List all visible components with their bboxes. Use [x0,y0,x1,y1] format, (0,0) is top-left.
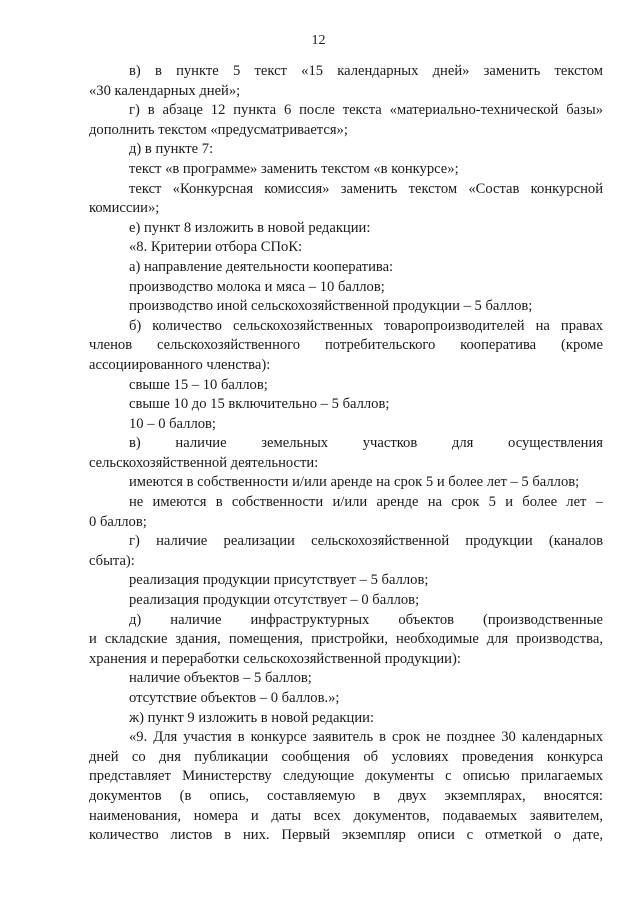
text-line: представляет Министерству следующие документы с описью прилагаемых [89,768,603,785]
text-line: д) в пункте 7: [129,141,214,158]
text-line: ассоциированного членства): [89,356,271,373]
text-line: имеются в собственности и/или аренде на срок 5 и более лет – 5 баллов; [129,474,580,491]
text-line: не имеются в собственности и/или аренде на срок 5 и более лет – [129,494,603,511]
text-line: комиссии»; [89,200,160,217]
text-line: «30 календарных дней»; [89,82,241,99]
text-line: г) в абзаце 12 пункта 6 после текста «материально-технической базы» [129,102,603,119]
text-line: хранения и переработки сельскохозяйственной продукции): [89,650,461,667]
text-line: реализация продукции присутствует – 5 баллов; [129,572,429,589]
text-line: в) наличие земельных участков для осуществления [129,435,603,452]
text-line: г) наличие реализации сельскохозяйственной продукции (каналов [129,533,603,550]
text-line: свыше 15 – 10 баллов; [129,376,268,393]
text-line: сбыта): [89,552,135,569]
text-line: д) наличие инфраструктурных объектов (производственные [129,611,603,628]
text-line: сельскохозяйственной деятельности: [89,454,319,471]
text-line: 0 баллов; [89,513,147,530]
document-body [89,62,603,846]
text-line: «8. Критерии отбора СПоК: [129,239,303,256]
text-line: «9. Для участия в конкурсе заявитель в срок не позднее 30 календарных [129,729,603,746]
text-line: дополнить текстом «предусматривается»; [89,121,348,138]
text-line: отсутствие объектов – 0 баллов.»; [129,690,340,706]
text-line: дней со дня публикации сообщения об условиях проведения конкурса [89,748,603,765]
text-line: количество листов в них. Первый экземпляр описи с отметкой о дате, [89,827,603,844]
text-line: наименования, номера и даты всех документов, подаваемых заявителем, [89,807,603,824]
text-line: производство молока и мяса – 10 баллов; [129,278,385,295]
text-line: 10 – 0 баллов; [129,415,216,432]
text-line: свыше 10 до 15 включительно – 5 баллов; [129,396,390,413]
text-line: ж) пункт 9 изложить в новой редакции: [129,709,374,726]
text-line: документов (в опись, составляемую в двух экземплярах, вносятся: [89,787,603,804]
text-line: реализация продукции отсутствует – 0 баллов; [129,592,420,609]
text-line: производство иной сельскохозяйственной продукции – 5 баллов; [129,298,533,315]
text-line: текст «Конкурсная комиссия» заменить текстом «Состав конкурсной [129,180,603,197]
page-number: 12 [311,33,326,48]
text-line: текст «в программе» заменить текстом «в конкурсе»; [129,160,459,177]
text-line: в) в пункте 5 текст «15 календарных дней» заменить текстом [129,63,603,79]
text-line: членов сельскохозяйственного потребительского кооператива (кроме [89,337,603,354]
text-line: и складские здания, помещения, пристройки, необходимые для производства, [89,631,603,648]
text-line: а) направление деятельности кооператива: [129,258,394,275]
text-line: е) пункт 8 изложить в новой редакции: [129,219,371,236]
text-line: б) количество сельскохозяйственных товаропроизводителей на правах [129,317,603,334]
text-line: наличие объектов – 5 баллов; [129,670,312,687]
